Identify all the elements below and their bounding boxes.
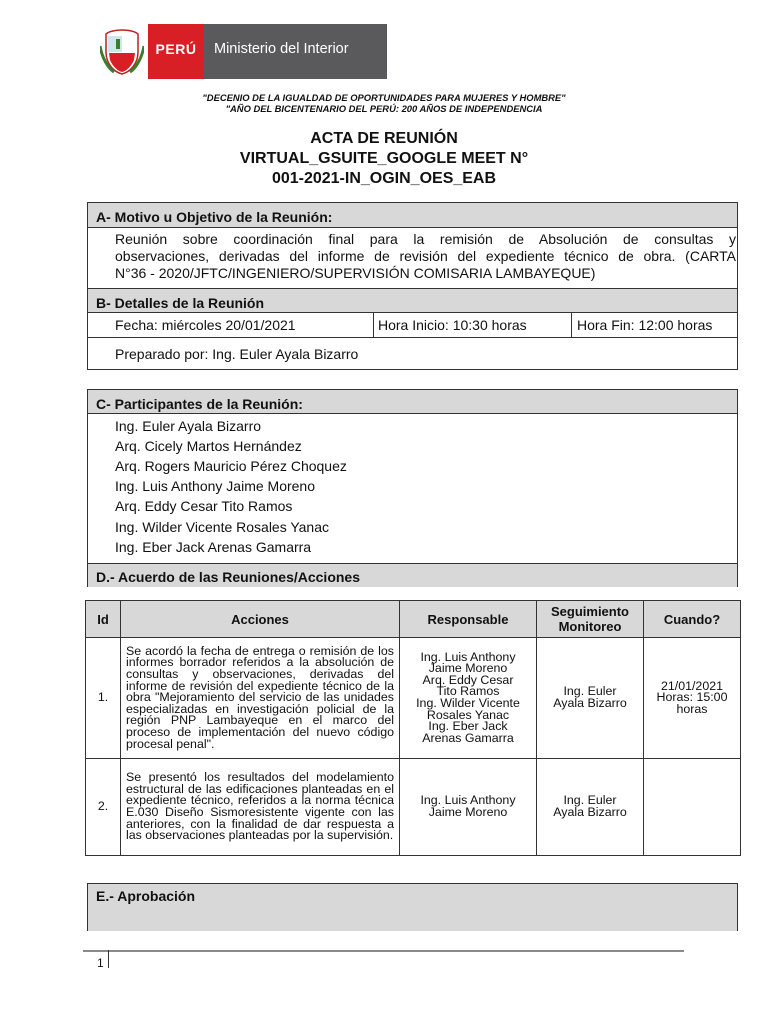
participant-item: Arq. Rogers Mauricio Pérez Choquez xyxy=(115,458,347,474)
participant-item: Arq. Cicely Martos Hernández xyxy=(115,438,302,454)
end-time: Hora Fin: 12:00 horas xyxy=(577,317,713,333)
logo-country-text: PERÚ xyxy=(155,41,197,57)
when-line: Horas: 15:00 xyxy=(656,690,728,705)
section-d-heading: D.- Acuerdo de las Reuniones/Acciones xyxy=(88,564,737,587)
footer-page-separator xyxy=(108,950,109,968)
responsible-line: Jaime Moreno xyxy=(428,661,508,676)
when-line: 21/01/2021 xyxy=(660,678,723,693)
responsible-line: Rosales Yanac xyxy=(426,707,510,722)
year-motto: "AÑO DEL BICENTENARIO DEL PERÚ: 200 AÑOS DE INDEPENDENCIA xyxy=(225,103,543,114)
logo-ministry-text: Ministerio del Interior xyxy=(214,41,349,57)
table-header-row xyxy=(86,601,741,638)
responsible-line: Tito Ramos xyxy=(436,684,500,699)
divider xyxy=(87,413,738,414)
document-title: ACTA DE REUNIÓN xyxy=(310,130,458,147)
divider xyxy=(373,312,374,337)
responsible-line: Arq. Eddy Cesar xyxy=(422,672,514,687)
participant-item: Ing. Eber Jack Arenas Gamarra xyxy=(115,539,312,555)
column-header-id: Id xyxy=(86,601,121,638)
section-e-heading: E.- Aprobación xyxy=(96,888,196,904)
row-when xyxy=(644,638,741,759)
responsible-line: Jaime Moreno xyxy=(428,805,508,819)
divider xyxy=(87,337,738,338)
coat-of-arms-icon xyxy=(100,28,144,76)
participant-item: Ing. Wilder Vicente Rosales Yanac xyxy=(115,519,330,535)
monitoring-line: Ing. Euler xyxy=(563,793,617,808)
section-a-heading: A- Motivo u Objetivo de la Reunión: xyxy=(88,203,737,227)
monitoring-line: Ayala Bizarro xyxy=(553,696,627,710)
footer-divider xyxy=(83,950,684,952)
document-code: 001-2021-IN_OGIN_OES_EAB xyxy=(271,170,497,187)
section-c-heading: C- Participantes de la Reunión: xyxy=(88,390,737,413)
actions-table xyxy=(85,600,741,856)
row-responsible xyxy=(400,638,537,759)
objective-line-2: observaciones, derivadas del informe de revisión del expediente técnico de obra. (CARTA xyxy=(115,248,736,264)
column-header-responsible: Responsable xyxy=(400,601,537,638)
decade-motto: "DECENIO DE LA IGUALDAD DE OPORTUNIDADES PARA MUJERES Y HOMBRE" xyxy=(202,92,566,103)
ministry-logo-box xyxy=(204,24,387,79)
divider xyxy=(571,312,572,337)
ministry-logo xyxy=(100,24,387,79)
participant-item: Ing. Euler Ayala Bizarro xyxy=(115,418,262,434)
row-id: 1. xyxy=(86,638,121,759)
prepared-by: Preparado por: Ing. Euler Ayala Bizarro xyxy=(115,346,359,362)
objective-line-1: Reunión sobre coordinación final para la remisión de Absolución de consultas y xyxy=(115,231,736,247)
responsible-line: Ing. Wilder Vicente xyxy=(416,696,520,710)
responsible-line: Arenas Gamarra xyxy=(422,730,514,745)
divider xyxy=(87,312,738,313)
start-time: Hora Inicio: 10:30 horas xyxy=(378,317,527,333)
row-when xyxy=(644,759,741,856)
column-header-actions: Acciones xyxy=(121,601,400,638)
column-header-monitoring: Seguimiento Monitoreo xyxy=(537,601,644,638)
page-number: 1 xyxy=(97,956,104,970)
document-subtitle: VIRTUAL_GSUITE_GOOGLE MEET N° xyxy=(239,150,529,167)
column-header-when: Cuando? xyxy=(644,601,741,638)
section-b-heading: B- Detalles de la Reunión xyxy=(88,289,737,312)
table-row xyxy=(86,759,741,856)
participant-item: Arq. Eddy Cesar Tito Ramos xyxy=(115,498,293,514)
monitoring-line: Ing. Euler xyxy=(563,684,617,699)
responsible-line: Ing. Luis Anthony xyxy=(420,649,516,664)
row-id: 2. xyxy=(86,759,121,856)
row-action: Se acordó la fecha de entrega o remisión de los informes borrador referidos a la absolución de consultas y observaciones, derivadas del informe de revisión del expediente técnico de la obra "Mejoramiento del servicio de las unidades especializadas en investigación policial de la región PNP Lambayeque en el marco del proceso de implementación del nuevo código procesal penal". xyxy=(121,638,400,759)
row-monitoring xyxy=(537,759,644,856)
when-line: horas xyxy=(676,701,708,716)
responsible-line: Ing. Luis Anthony xyxy=(420,793,516,808)
participant-item: Ing. Luis Anthony Jaime Moreno xyxy=(115,478,316,494)
responsible-line: Ing. Eber Jack xyxy=(428,719,508,734)
monitoring-line: Ayala Bizarro xyxy=(553,805,627,819)
meeting-date: Fecha: miércoles 20/01/2021 xyxy=(115,317,296,333)
divider xyxy=(87,227,738,228)
table-row xyxy=(86,638,741,759)
row-action: Se presentó los resultados del modelamiento estructural de las edificaciones planteadas en el expediente técnico, referidos a la norma técnica E.030 Diseño Sismoresistente vigente con las anteriores, con la finalidad de dar respuesta a las observaciones planteadas por la supervisión. xyxy=(121,759,400,856)
peru-logo-box xyxy=(148,24,204,79)
row-monitoring xyxy=(537,638,644,759)
objective-line-3: N°36 - 2020/JFTC/INGENIERO/SUPERVISIÓN COMISARIA LAMBAYEQUE) xyxy=(115,265,596,281)
row-responsible xyxy=(400,759,537,856)
